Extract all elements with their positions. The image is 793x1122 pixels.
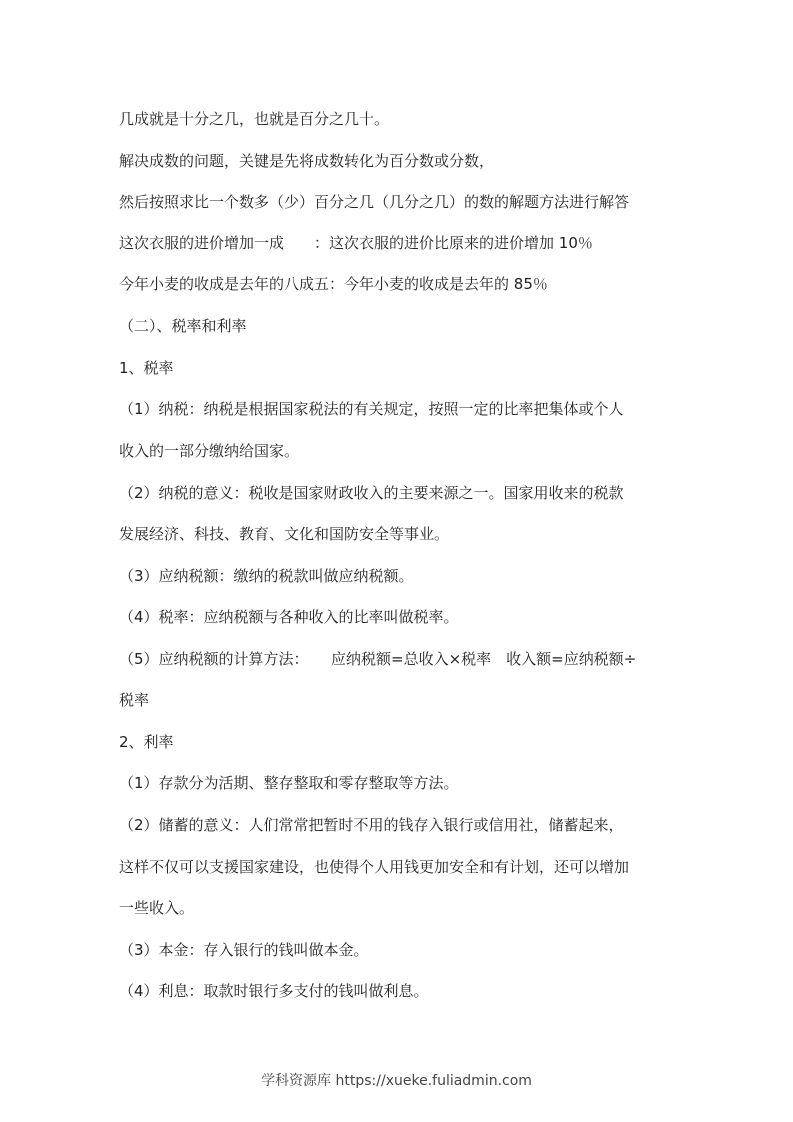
subsection-heading: 1、税率 (119, 359, 174, 377)
section-heading: （二）、税率和利率 (119, 317, 247, 335)
text-line: 税率 (119, 691, 150, 709)
text-line: 收入的一部分缴纳给国家。 (119, 442, 300, 460)
text-line: 解决成数的问题，关键是先将成数转化为百分数或分数， (119, 152, 495, 170)
text-line: （1）纳税：纳税是根据国家税法的有关规定，按照一定的比率把集体或个人 (119, 400, 624, 418)
subsection-heading: 2、利率 (119, 733, 174, 751)
text-line: 今年小麦的收成是去年的八成五：今年小麦的收成是去年的 85％ (119, 275, 548, 293)
page-footer: 学科资源库 https://xueke.fuliadmin.com (261, 1073, 532, 1089)
text-line: （5）应纳税额的计算方法： 应纳税额=总收入×税率 收入额=应纳税额÷ (119, 650, 637, 668)
text-line: 这样不仅可以支援国家建设，也使得个人用钱更加安全和有计划，还可以增加 (119, 858, 630, 876)
text-line: 这次衣服的进价增加一成 ：这次衣服的进价比原来的进价增加 10％ (119, 234, 593, 252)
text-line: （1）存款分为活期、整存整取和零存整取等方法。 (119, 774, 459, 792)
text-line: （4）利息：取款时银行多支付的钱叫做利息。 (119, 982, 429, 1000)
text-line: 一些收入。 (119, 899, 195, 917)
text-line: （4）税率：应纳税额与各种收入的比率叫做税率。 (119, 608, 459, 626)
text-line: （2）纳税的意义：税收是国家财政收入的主要来源之一。国家用收来的税款 (119, 484, 624, 502)
text-line: 发展经济、科技、教育、文化和国防安全等事业。 (119, 525, 450, 543)
text-line: 几成就是十分之几，也就是百分之几十。 (119, 110, 390, 128)
text-line: （3）本金：存入银行的钱叫做本金。 (119, 941, 369, 959)
text-line: 然后按照求比一个数多（少）百分之几（几分之几）的数的解题方法进行解答 (119, 193, 630, 211)
text-line: （3）应纳税额：缴纳的税款叫做应纳税额。 (119, 567, 414, 585)
text-line: （2）储蓄的意义：人们常常把暂时不用的钱存入银行或信用社，储蓄起来， (119, 816, 624, 834)
